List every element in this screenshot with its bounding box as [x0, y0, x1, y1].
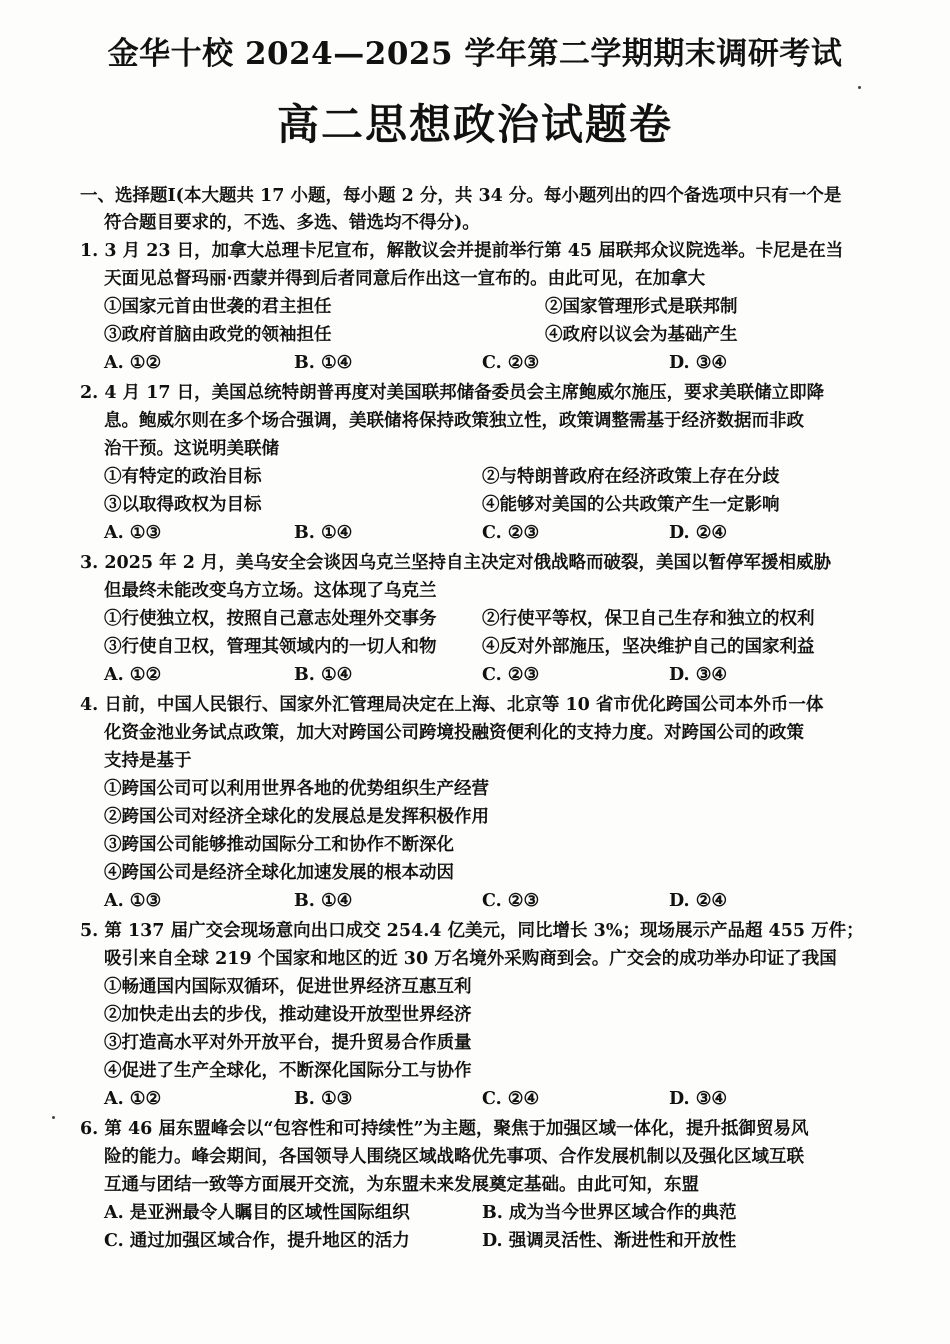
- q1-item-4: ④政府以议会为基础产生: [545, 325, 738, 345]
- q5-stem-line-2: 吸引来自全球 219 个国家和地区的近 30 万名境外采购商到会。广交会的成功举办印证了我国: [104, 949, 837, 969]
- q4-stem-line-1: 4. 日前，中国人民银行、国家外汇管理局决定在上海、北京等 10 省市优化跨国公司本外币一体: [80, 695, 824, 715]
- q1-item-1: ①国家元首由世袭的君主担任: [104, 297, 332, 317]
- q4-item-1: ①跨国公司可以利用世界各地的优势组织生产经营: [104, 779, 489, 799]
- q3-item-3: ③行使自卫权，管理其领域内的一切人和物: [104, 637, 437, 657]
- exam-subtitle: 高二思想政治试题卷: [276, 100, 673, 149]
- q1-choice-a: A. ①②: [104, 353, 162, 373]
- q3-stem-line-1: 3. 2025 年 2 月，美乌安全会谈因乌克兰坚持自主决定对俄战略而破裂，美国以暂停军援相威胁: [80, 553, 832, 573]
- section-heading-line-2: 符合题目要求的，不选、多选、错选均不得分)。: [104, 213, 480, 233]
- scan-speck: [858, 86, 861, 89]
- q2-stem-line-3: 治干预。这说明美联储: [104, 439, 279, 459]
- q5-choice-c: C. ②④: [482, 1089, 540, 1109]
- q5-item-4: ④促进了生产全球化，不断深化国际分工与协作: [104, 1061, 472, 1081]
- q3-choice-d: D. ③④: [669, 665, 728, 685]
- q3-item-1: ①行使独立权，按照自己意志处理外交事务: [104, 609, 437, 629]
- q4-item-3: ③跨国公司能够推动国际分工和协作不断深化: [104, 835, 454, 855]
- q4-choice-b: B. ①④: [294, 891, 353, 911]
- q2-stem-line-1: 2. 4 月 17 日，美国总统特朗普再度对美国联邦储备委员会主席鲍威尔施压，要求美联储立即降: [80, 383, 825, 403]
- q5-item-2: ②加快走出去的步伐，推动建设开放型世界经济: [104, 1005, 472, 1025]
- section-heading-line-1: 一、选择题Ⅰ(本大题共 17 小题，每小题 2 分，共 34 分。每小题列出的四个备选项中只有一个是: [80, 186, 842, 206]
- q3-item-2: ②行使平等权，保卫自己生存和独立的权利: [482, 609, 815, 629]
- q3-choice-b: B. ①④: [294, 665, 353, 685]
- q4-choice-d: D. ②④: [669, 891, 728, 911]
- q4-choice-a: A. ①③: [104, 891, 162, 911]
- q2-choice-d: D. ②④: [669, 523, 728, 543]
- q2-item-3: ③以取得政权为目标: [104, 495, 262, 515]
- q6-stem-line-3: 互通与团结一致等方面展开交流，为东盟未来发展奠定基础。由此可知，东盟: [104, 1175, 699, 1195]
- q1-item-3: ③政府首脑由政党的领袖担任: [104, 325, 332, 345]
- q6-stem-line-2: 险的能力。峰会期间，各国领导人围绕区域战略优先事项、合作发展机制以及强化区域互联: [104, 1147, 804, 1167]
- q4-choice-c: C. ②③: [482, 891, 540, 911]
- q3-choice-a: A. ①②: [104, 665, 162, 685]
- q2-choice-a: A. ①③: [104, 523, 162, 543]
- q5-item-1: ①畅通国内国际双循环，促进世界经济互惠互利: [104, 977, 472, 997]
- q4-stem-line-3: 支持是基于: [104, 751, 192, 771]
- q1-choice-d: D. ③④: [669, 353, 728, 373]
- q5-stem-line-1: 5. 第 137 届广交会现场意向出口成交 254.4 亿美元，同比增长 3%；现场展示产品超 455 万件；: [80, 921, 864, 941]
- q6-choice-a: A. 是亚洲最令人瞩目的区域性国际组织: [104, 1203, 410, 1223]
- q3-stem-line-2: 但最终未能改变乌方立场。这体现了乌克兰: [104, 581, 437, 601]
- q1-choice-c: C. ②③: [482, 353, 540, 373]
- q1-stem-line-1: 1. 3 月 23 日，加拿大总理卡尼宣布，解散议会并提前举行第 45 届联邦众议院选举。卡尼是在当: [80, 241, 844, 261]
- q5-choice-a: A. ①②: [104, 1089, 162, 1109]
- q6-choice-c: C. 通过加强区域合作，提升地区的活力: [104, 1231, 410, 1251]
- q1-item-2: ②国家管理形式是联邦制: [545, 297, 738, 317]
- q1-stem-line-2: 天面见总督玛丽·西蒙并得到后者同意后作出这一宣布的。由此可见，在加拿大: [104, 269, 706, 289]
- q2-choice-b: B. ①④: [294, 523, 353, 543]
- q3-choice-c: C. ②③: [482, 665, 540, 685]
- q6-choice-d: D. 强调灵活性、渐进性和开放性: [482, 1231, 737, 1251]
- q2-stem-line-2: 息。鲍威尔则在多个场合强调，美联储将保持政策独立性，政策调整需基于经济数据而非政: [104, 411, 804, 431]
- q4-stem-line-2: 化资金池业务试点政策，加大对跨国公司跨境投融资便利化的支持力度。对跨国公司的政策: [104, 723, 804, 743]
- scan-speck: [52, 1116, 55, 1119]
- q5-choice-d: D. ③④: [669, 1089, 728, 1109]
- q2-item-1: ①有特定的政治目标: [104, 467, 262, 487]
- q2-item-2: ②与特朗普政府在经济政策上存在分歧: [482, 467, 780, 487]
- q5-item-3: ③打造高水平对外开放平台，提升贸易合作质量: [104, 1033, 472, 1053]
- q5-choice-b: B. ①③: [294, 1089, 353, 1109]
- q4-item-2: ②跨国公司对经济全球化的发展总是发挥积极作用: [104, 807, 489, 827]
- q6-stem-line-1: 6. 第 46 届东盟峰会以“包容性和可持续性”为主题，聚焦于加强区域一体化，提升抵御贸易风: [80, 1119, 809, 1139]
- q1-choice-b: B. ①④: [294, 353, 353, 373]
- q2-item-4: ④能够对美国的公共政策产生一定影响: [482, 495, 780, 515]
- q2-choice-c: C. ②③: [482, 523, 540, 543]
- exam-title: 金华十校 2024—2025 学年第二学期期末调研考试: [107, 36, 843, 72]
- q6-choice-b: B. 成为当今世界区域合作的典范: [482, 1203, 737, 1223]
- q4-item-4: ④跨国公司是经济全球化加速发展的根本动因: [104, 863, 454, 883]
- q3-item-4: ④反对外部施压，坚决维护自己的国家利益: [482, 637, 815, 657]
